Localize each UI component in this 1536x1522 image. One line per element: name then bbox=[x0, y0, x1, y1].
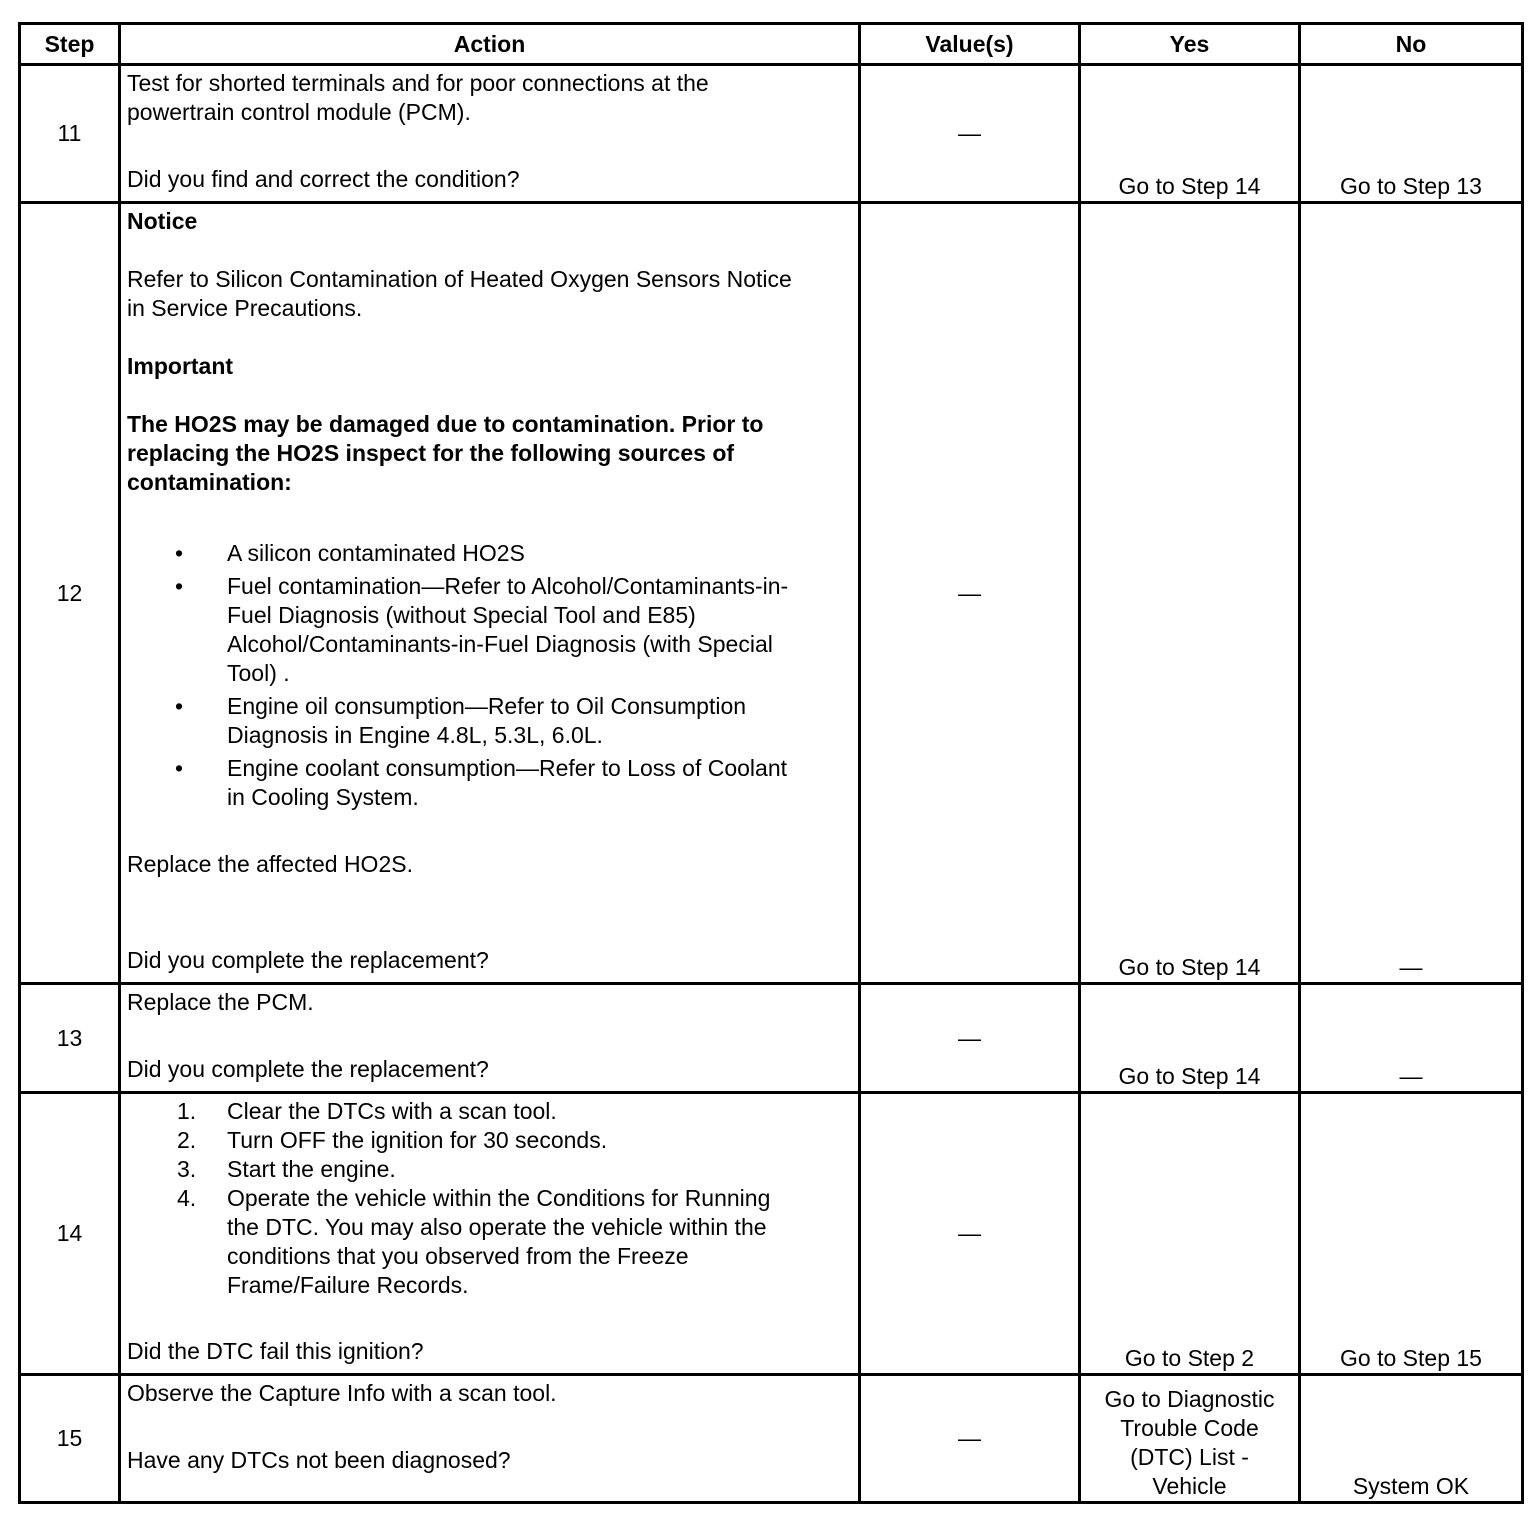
step-number: 13 bbox=[20, 984, 120, 1093]
bullet-icon: • bbox=[175, 573, 184, 599]
action-text: Replace the PCM. bbox=[127, 989, 314, 1015]
list-item bbox=[127, 539, 852, 568]
action-cell bbox=[120, 65, 860, 203]
yes-text: Vehicle bbox=[1152, 1473, 1227, 1499]
list-item bbox=[127, 572, 852, 688]
action-cell bbox=[120, 1093, 860, 1375]
list-item-text: Fuel Diagnosis (without Special Tool and E85) bbox=[227, 602, 696, 628]
yes-cell: Go to Step 14 bbox=[1080, 203, 1300, 984]
table-row-step-15 bbox=[20, 1375, 1523, 1503]
header-step: Step bbox=[20, 24, 120, 65]
header-action: Action bbox=[120, 24, 860, 65]
list-item-text: Engine oil consumption—Refer to Oil Consumption bbox=[227, 693, 747, 719]
list-item-text: the DTC. You may also operate the vehicle within the bbox=[227, 1214, 767, 1240]
value-cell: — bbox=[860, 203, 1080, 984]
list-item bbox=[127, 692, 852, 750]
list-item-text: conditions that you observed from the Freeze bbox=[227, 1243, 689, 1269]
list-item-text: Fuel contamination—Refer to Alcohol/Contaminants-in- bbox=[227, 573, 789, 599]
yes-cell: Go to Step 14 bbox=[1080, 984, 1300, 1093]
yes-text: (DTC) List - bbox=[1130, 1444, 1249, 1470]
no-cell: System OK bbox=[1300, 1375, 1523, 1503]
important-title: Important bbox=[127, 353, 234, 379]
list-item-text: in Cooling System. bbox=[227, 784, 419, 810]
header-values: Value(s) bbox=[860, 24, 1080, 65]
important-text: replacing the HO2S inspect for the following sources of bbox=[127, 440, 735, 466]
important-text: contamination: bbox=[127, 469, 292, 495]
step-index: 1. bbox=[177, 1098, 197, 1124]
action-question: Did you complete the replacement? bbox=[127, 947, 489, 973]
action-cell bbox=[120, 203, 860, 984]
bullet-icon: • bbox=[175, 540, 184, 566]
diagnostic-table bbox=[18, 22, 1524, 1504]
table-row-step-12 bbox=[20, 203, 1523, 984]
table-row-step-14 bbox=[20, 1093, 1523, 1375]
no-cell: — bbox=[1300, 984, 1523, 1093]
list-item bbox=[127, 1155, 852, 1184]
step-number: 11 bbox=[20, 65, 120, 203]
notice-text: in Service Precautions. bbox=[127, 295, 363, 321]
action-text: Test for shorted terminals and for poor connections at the bbox=[127, 70, 709, 96]
list-item bbox=[127, 1126, 852, 1155]
value-cell: — bbox=[860, 1375, 1080, 1503]
step-index: 4. bbox=[177, 1185, 197, 1211]
value-cell: — bbox=[860, 984, 1080, 1093]
list-item-text: Operate the vehicle within the Conditions for Running bbox=[227, 1185, 771, 1211]
table-row-step-13 bbox=[20, 984, 1523, 1093]
list-item bbox=[127, 1184, 852, 1300]
list-item-text: Tool) . bbox=[227, 660, 290, 686]
list-item-text: Turn OFF the ignition for 30 seconds. bbox=[227, 1127, 608, 1153]
action-text: Observe the Capture Info with a scan tool. bbox=[127, 1380, 557, 1406]
step-number: 14 bbox=[20, 1093, 120, 1375]
step-index: 2. bbox=[177, 1127, 197, 1153]
list-item-text: Diagnosis in Engine 4.8L, 5.3L, 6.0L. bbox=[227, 722, 603, 748]
no-cell: Go to Step 13 bbox=[1300, 65, 1523, 203]
no-cell: — bbox=[1300, 203, 1523, 984]
yes-cell: Go to Step 2 bbox=[1080, 1093, 1300, 1375]
list-item-text: Engine coolant consumption—Refer to Loss of Coolant bbox=[227, 755, 787, 781]
action-cell bbox=[120, 984, 860, 1093]
step-number: 12 bbox=[20, 203, 120, 984]
list-item-text: A silicon contaminated HO2S bbox=[227, 540, 525, 566]
action-question: Did the DTC fail this ignition? bbox=[127, 1338, 424, 1364]
action-cell bbox=[120, 1375, 860, 1503]
step-index: 3. bbox=[177, 1156, 197, 1182]
list-item bbox=[127, 754, 852, 812]
bullet-icon: • bbox=[175, 755, 184, 781]
action-text: powertrain control module (PCM). bbox=[127, 99, 471, 125]
notice-title: Notice bbox=[127, 208, 198, 234]
action-question: Have any DTCs not been diagnosed? bbox=[127, 1447, 511, 1473]
contamination-list bbox=[127, 539, 852, 816]
yes-cell: Go to Step 14 bbox=[1080, 65, 1300, 203]
list-item bbox=[127, 1097, 852, 1126]
header-no: No bbox=[1300, 24, 1523, 65]
yes-cell bbox=[1080, 1375, 1300, 1503]
list-item-text: Clear the DTCs with a scan tool. bbox=[227, 1098, 557, 1124]
step-number: 15 bbox=[20, 1375, 120, 1503]
yes-text: Trouble Code bbox=[1120, 1415, 1259, 1441]
list-item-text: Alcohol/Contaminants-in-Fuel Diagnosis (with Special bbox=[227, 631, 773, 657]
bullet-icon: • bbox=[175, 693, 184, 719]
action-question: Did you complete the replacement? bbox=[127, 1056, 489, 1082]
action-text: Replace the affected HO2S. bbox=[127, 851, 413, 877]
no-cell: Go to Step 15 bbox=[1300, 1093, 1523, 1375]
table-row-step-11 bbox=[20, 65, 1523, 203]
value-cell: — bbox=[860, 1093, 1080, 1375]
list-item-text: Frame/Failure Records. bbox=[227, 1272, 469, 1298]
header-yes: Yes bbox=[1080, 24, 1300, 65]
action-question: Did you find and correct the condition? bbox=[127, 166, 520, 192]
procedure-list bbox=[127, 1097, 852, 1300]
notice-text: Refer to Silicon Contamination of Heated Oxygen Sensors Notice bbox=[127, 266, 792, 292]
yes-text: Go to Diagnostic bbox=[1104, 1386, 1275, 1412]
important-text: The HO2S may be damaged due to contamination. Prior to bbox=[127, 411, 764, 437]
value-cell: — bbox=[860, 65, 1080, 203]
list-item-text: Start the engine. bbox=[227, 1156, 396, 1182]
header-row bbox=[20, 24, 1523, 65]
